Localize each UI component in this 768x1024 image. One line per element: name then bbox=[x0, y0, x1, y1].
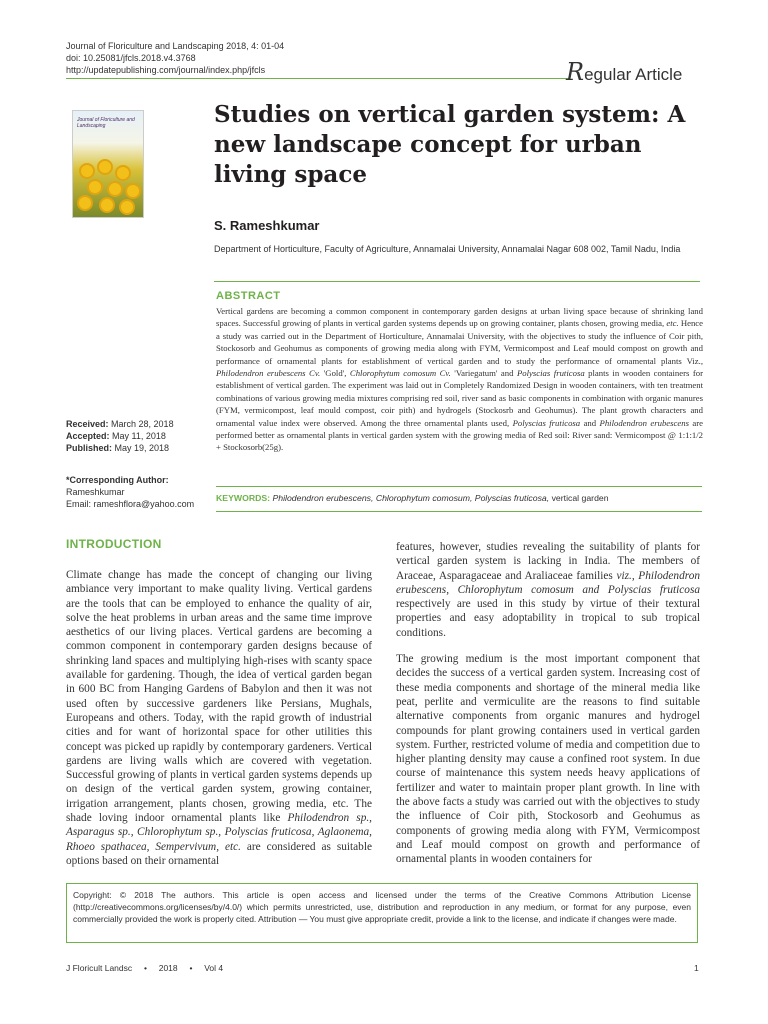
sunflower-icon bbox=[87, 179, 103, 195]
article-title: Studies on vertical garden system: A new landscape concept for urban living space bbox=[214, 101, 686, 188]
author-email[interactable]: Email: rameshflora@yahoo.com bbox=[66, 499, 195, 509]
divider bbox=[216, 486, 702, 487]
body-column-right: features, however, studies revealing the suitability of plants for vertical garden system is lacking in India. The members of Araceae, Asparagaceae and Araliaceae families viz., Philodendron erubescens, Chlorophytum comosum and Polyscias fruticosa respectively are used in this study by virtue of their textural properties and easy adoptability in tropical to sub tropical conditions. The growing medium is the most important component that decides the success of a vertical garden system. Increasing cost of these media components and shortage of the mineral media like peat, perlite and vermiculite are the reasons to find suitable alternative components from organic manures and hydrogel compounds for plant growing containers used in vertical garden system. Further, restricted volume of media and competition due to higher planting density may cause a confined root system. In due course of maintenance this system needs heavy applications of fertilizer and water to maintain proper plant growth. In line with the above facts a study was carried out with the objectives to study the influence of Coir pith, Stockosorb and Geohumus as components of growing media along with FYM, Vermicompost and Leaf mould compost on growth and performance of ornamental plants in wooden containers for bbox=[396, 541, 700, 866]
journal-cover-image bbox=[72, 110, 144, 218]
copyright-notice: Copyright: © 2018 The authors. This article is open access and licensed under the terms of the Creative Commons Attribution License (http://creativecommons.org/licenses/by/4.0/) which permits unrestricted, use, distribution and reproduction in any medium, or format for any purpose, even commercially provided the work is properly cited. Attribution — You must give appropriate credit, provide a link to the license, and indicate if changes were made. bbox=[66, 883, 698, 943]
cover-title: Journal of Floriculture and Landscaping bbox=[77, 117, 135, 129]
corresponding-author: *Corresponding Author: Rameshkumar Email: rameshflora@yahoo.com bbox=[66, 475, 195, 509]
sunflower-icon bbox=[99, 197, 115, 213]
introduction-heading: INTRODUCTION bbox=[66, 537, 162, 551]
sunflower-icon bbox=[97, 159, 113, 175]
sunflower-icon bbox=[115, 165, 131, 181]
sunflower-icon bbox=[77, 195, 93, 211]
page-number: 1 bbox=[694, 963, 699, 973]
page-footer: J Floricult Landsc • 2018 • Vol 4 bbox=[66, 963, 224, 973]
divider bbox=[214, 281, 700, 282]
body-column-left: Climate change has made the concept of changing our living ambiance very important to make quality living. Vertical gardens are the tools that can be employed to enhance the quality of air, solve the heat problems in urban areas and the same time improve aesthetics of our living places. Vertical gardens are becoming a common component in contemporary garden designs because of shrinking land spaces and multiplying high-rises with scanty space available for gardening. Though, the idea of vertical garden began in 600 BC from Hanging Gardens of Babylon and then it was not used often by successive gardeners like Persians, Mughals, Europeans and others. Today, with the rapid growth of industrial cities and for want of horizontal space for other utilities this concept was picked up rapidly by contemporary gardeners. Vertical gardens are living walls which are covered with vegetation. Successful growing of plants in vertical garden systems depends up on design of the vertical garden system, growing container, irrigation arrangement, plants chosen, growing media, etc. The shade loving indoor ornamental plants like Philodendron sp., Asparagus sp., Chlorophytum sp., Polyscias fruticosa, Aglaonema, Rhoeo spathacea, Sempervivum, etc. are considered as suitable options based on their ornamental bbox=[66, 569, 372, 867]
journal-doi: doi: 10.25081/jfcls.2018.v4.3768 bbox=[66, 53, 196, 63]
journal-citation: Journal of Floriculture and Landscaping 2018, 4: 01-04 bbox=[66, 41, 285, 51]
header-rule bbox=[66, 78, 570, 79]
sunflower-icon bbox=[119, 199, 135, 215]
journal-url[interactable]: http://updatepublishing.com/journal/index.php/jfcls bbox=[66, 65, 266, 75]
keywords: KEYWORDS: Philodendron erubescens, Chlorophytum comosum, Polyscias fruticosa, vertical garden bbox=[216, 493, 609, 503]
abstract-heading: ABSTRACT bbox=[216, 290, 281, 302]
abstract-text: Vertical gardens are becoming a common component in contemporary garden designs at urban living space because of shrinking land spaces. Successful growing of plants in vertical garden systems depends up on growing container, plants chosen, growing media, etc. Hence a study was carried out in the Department of Horticulture, Annamalai University, with the objectives to study the influence of Coir pith, Stockosorb and Geohumus as components of growing media along with FYM, Vermicompost and Leaf mould compost on growth and performance of ornamental plants for establishment of vertical garden and to study the performance of ornamental plants Viz., Philodendron erubescens Cv. 'Gold', Chlorophytum comosum Cv. 'Variegatum' and Polyscias fruticosa plants in wooden containers for establishment of vertical garden. The experiment was laid out in Completely Randomized Design in wooden containers, with ten treatment combinations of various growing media mixtures comprising red soil, river sand as basic components in combination with organic manures (FYM, vermicompost, leaf mould compost, coir pith) and hydrogels (Stockosrb and Geohumus). The plant growth characters and ornamental value index were observed. Among the three ornamental plants used, Polyscias fruticosa and Philodendron erubescens are performed better as ornamental plants in vertical garden system with the growing media of Red soil: River sand: Vermicompost @ 1:1:1/2 + Stockosorb(25g). bbox=[216, 306, 704, 453]
article-dates: Received: March 28, 2018 Accepted: May 11, 2018 Published: May 19, 2018 bbox=[66, 419, 174, 453]
author-affiliation: Department of Horticulture, Faculty of Agriculture, Annamalai University, Annamalai Nagar 608 002, Tamil Nadu, India bbox=[214, 244, 681, 254]
divider bbox=[216, 511, 702, 512]
sunflower-icon bbox=[125, 183, 141, 199]
journal-info bbox=[66, 40, 284, 76]
article-type: Regular Article bbox=[566, 58, 683, 86]
sunflower-icon bbox=[79, 163, 95, 179]
author-name: S. Rameshkumar bbox=[214, 218, 320, 233]
sunflower-icon bbox=[107, 181, 123, 197]
